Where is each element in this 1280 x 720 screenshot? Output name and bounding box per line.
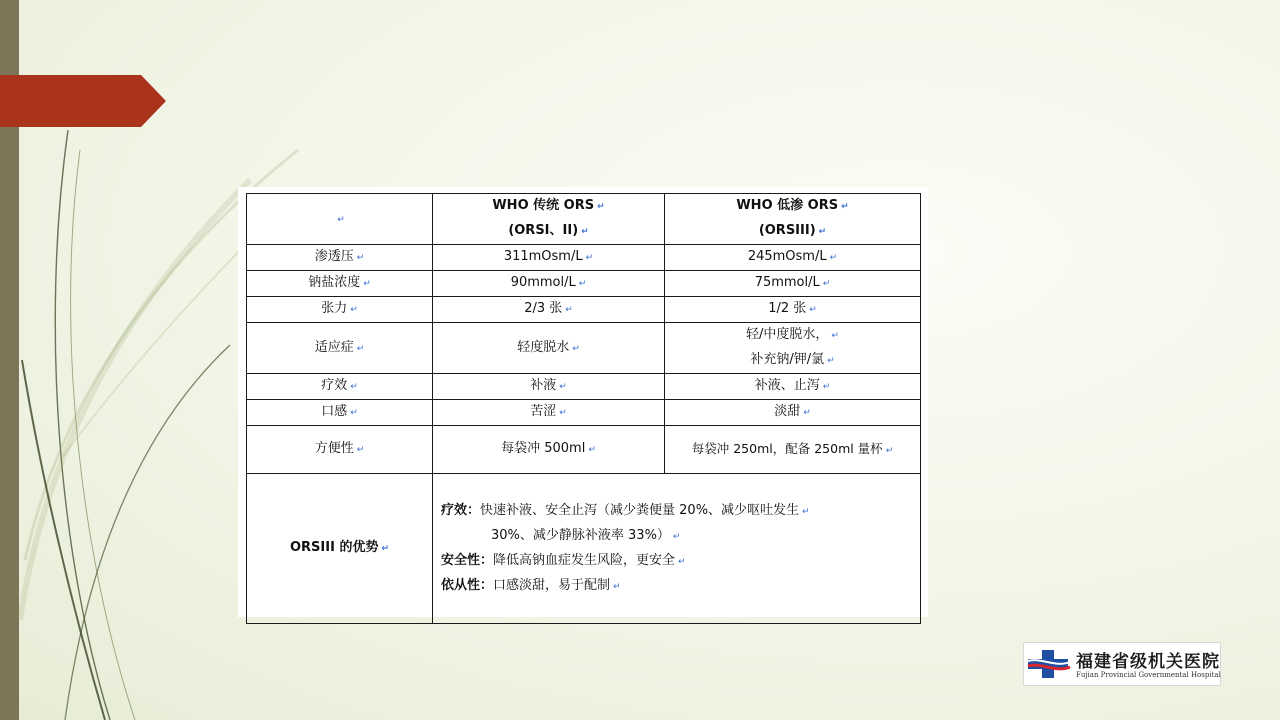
- row-low-value: 245mOsm/L ↵: [665, 245, 921, 271]
- row-label: 钠盐浓度 ↵: [247, 271, 433, 297]
- row-low-value: 淡甜 ↵: [665, 400, 921, 426]
- row-label: 适应症 ↵: [247, 323, 433, 374]
- efficacy-line-continued: 30%、减少静脉补液率 33%） ↵: [491, 527, 681, 543]
- row-label: 张力 ↵: [247, 297, 433, 323]
- row-label: 方便性 ↵: [247, 426, 433, 474]
- row-traditional-value: 2/3 张 ↵: [433, 297, 665, 323]
- table-header-row: [247, 194, 921, 245]
- hospital-logo: [1023, 642, 1221, 686]
- row-low-value: 1/2 张 ↵: [665, 297, 921, 323]
- efficacy-line: 疗效：快速补液、安全止泻（减少粪便量 20%、减少呕吐发生 ↵: [441, 502, 810, 518]
- header-empty-cell: ↵: [247, 194, 433, 245]
- row-low-value: 补液、止泻 ↵: [665, 374, 921, 400]
- row-low-value: 每袋冲 250ml，配备 250ml 量杯 ↵: [665, 426, 921, 474]
- hospital-english-name: Fujian Provincial Governmental Hospital: [1076, 671, 1221, 679]
- hospital-name: 福建省级机关医院: [1076, 652, 1220, 672]
- row-label: 渗透压 ↵: [247, 245, 433, 271]
- row-traditional-value: 每袋冲 500ml ↵: [433, 426, 665, 474]
- header-low-osmolarity-ors: WHO 低渗 ORS ↵ (ORSIII) ↵: [665, 194, 921, 245]
- row-label: 疗效 ↵: [247, 374, 433, 400]
- advantages-row: [247, 474, 921, 624]
- safety-line: 安全性：降低高钠血症发生风险，更安全 ↵: [441, 552, 686, 568]
- comparison-table-panel: [238, 187, 928, 617]
- row-low-value: 轻/中度脱水， ↵ 补充钠/钾/氯 ↵: [665, 323, 921, 374]
- row-traditional-value: 补液 ↵: [433, 374, 665, 400]
- table-row: [247, 245, 921, 271]
- table-row: [247, 426, 921, 474]
- table-row: [247, 297, 921, 323]
- row-label: 口感 ↵: [247, 400, 433, 426]
- header-traditional-ors: WHO 传统 ORS ↵ (ORSI、II) ↵: [433, 194, 665, 245]
- table-row: [247, 374, 921, 400]
- row-traditional-value: 轻度脱水 ↵: [433, 323, 665, 374]
- ors-comparison-table: [246, 193, 921, 624]
- compliance-line: 依从性：口感淡甜，易于配制 ↵: [441, 577, 621, 593]
- table-row: [247, 323, 921, 374]
- advantages-label: ORSIII 的优势 ↵: [247, 474, 433, 624]
- row-traditional-value: 311mOsm/L ↵: [433, 245, 665, 271]
- table-row: [247, 400, 921, 426]
- row-traditional-value: 苦涩 ↵: [433, 400, 665, 426]
- advantages-content: [433, 474, 921, 624]
- row-low-value: 75mmol/L ↵: [665, 271, 921, 297]
- row-traditional-value: 90mmol/L ↵: [433, 271, 665, 297]
- hospital-cross-icon: [1026, 644, 1072, 684]
- table-row: [247, 271, 921, 297]
